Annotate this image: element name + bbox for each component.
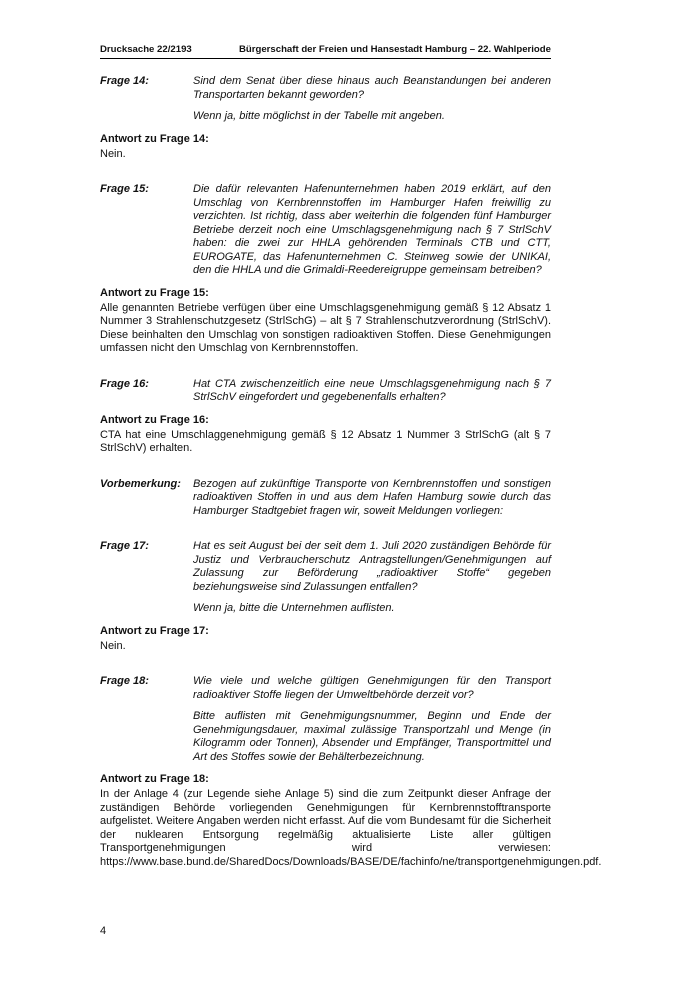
question-label: Frage 15: [100, 183, 149, 195]
answer-heading: Antwort zu Frage 18: [100, 773, 209, 785]
preliminary-remark [100, 478, 551, 519]
question-16 [100, 378, 551, 456]
answer-text: Nein. [100, 147, 126, 160]
question-text: Die dafür relevanten Hafenunternehmen haben 2019 erklärt, auf den Umschlag von Kernbrennstoffen im Hamburger Hafen freiwillig zu verzichten. Ist richtig, dass aber weiterhin die folgenden fünf Hamburger Betriebe derzeit noch eine Umschlagsgenehmigung nach § 7 StrlSchV haben: die zwei zur HHLA gehörenden Terminals CTB und CTT, EUROGATE, das Hafenunternehmen C. Steinweg sowie der UNIKAI, den die HHLA und die Grimaldi-Reedereigruppe gemeinsam betreiben? [193, 183, 551, 276]
remark-label: Vorbemerkung: [100, 477, 181, 490]
answer-heading: Antwort zu Frage 17: [100, 624, 209, 637]
question-18 [100, 675, 602, 869]
answer-heading: Antwort zu Frage 15: [100, 286, 209, 299]
question-label: Frage 18: [100, 675, 149, 687]
answer-text: In der Anlage 4 (zur Legende siehe Anlage 5) sind die zum Zeitpunkt dieser Anfrage der zuständigen Behörde vorliegenden Genehmigungen für Kernbrennstofftransporte aufgelistet. Weitere Angaben werden nicht erfasst. Auf die vom Bundesamt für die Sicherheit der nuklearen Entsorgung regelmäßig aktualisierte Liste aller gültigen Transportgenehmigungen wird verwiesen: https://www.base.bund.de/SharedDocs/Downloads/BASE/DE/fachinfo/ne/transportgenehmigungen.pdf. [100, 788, 602, 868]
answer-heading: Antwort zu Frage 16: [100, 413, 209, 426]
question-text: Wenn ja, bitte möglichst in der Tabelle mit angeben. [193, 110, 445, 122]
question-label: Frage 16: [100, 377, 149, 390]
answer-text: Nein. [100, 639, 126, 652]
page-header [100, 44, 551, 59]
question-text: Hat CTA zwischenzeitlich eine neue Umschlagsgenehmigung nach § 7 StrlSchV eingefordert und gegebenenfalls erhalten? [193, 377, 551, 403]
question-text: Wie viele und welche gültigen Genehmigungen für den Transport radioaktiver Stoffe liegen der Umweltbehörde derzeit vor? [193, 675, 551, 701]
answer-heading: Antwort zu Frage 14: [100, 132, 209, 145]
remark-text: Bezogen auf zukünftige Transporte von Kernbrennstoffen und sonstigen radioaktiven Stoffen in und aus dem Hafen Hamburg sowie durch das Hamburger Stadtgebiet fragen wir, soweit Meldungen vorliegen: [193, 477, 551, 517]
answer-text: Alle genannten Betriebe verfügen über eine Umschlagsgenehmigung gemäß § 12 Absatz 1 Nummer 3 Strahlenschutzgesetz (StrlSchG) – alt § 7 Strahlenschutzverordnung (StrlSchV). Diese beinhalten den Umschlag von sonstigen radioaktiven Stoffen. Diese Genehmigungen umfassen nicht den Umschlag von Kernbrennstoffen. [100, 301, 551, 354]
page-number: 4 [100, 925, 107, 937]
question-text: Sind dem Senat über diese hinaus auch Beanstandungen bei anderen Transportarten bekannt geworden? [193, 75, 551, 101]
question-label: Frage 14: [100, 75, 149, 87]
parliament-title: Bürgerschaft der Freien und Hansestadt Hamburg – 22. Wahlperiode [238, 44, 551, 55]
question-17 [100, 540, 551, 653]
answer-text: CTA hat eine Umschlaggenehmigung gemäß § 12 Absatz 1 Nummer 3 StrlSchG (alt § 7 StrlSchV) erhalten. [100, 428, 551, 454]
document-number: Drucksache 22/2193 [100, 44, 192, 55]
document-page [100, 44, 602, 869]
question-text: Bitte auflisten mit Genehmigungsnummer, Beginn und Ende der Genehmigungsdauer, maximal zulässige Transportzahl und Menge (in Kilogramm oder Tonnen), Absender und Empfänger, Transportmittel und Art des Stoffes sowie der Behälterbezeichnung. [193, 710, 551, 763]
question-text: Hat es seit August bei der seit dem 1. Juli 2020 zuständigen Behörde für Justiz und Verbraucherschutz Antragstellungen/Genehmigungen auf Zulassung zur Beförderung „radioaktiver Stoffe“ gegeben beziehungsweise sind Zulassungen entfallen? [193, 540, 551, 593]
question-15 [100, 183, 551, 356]
question-text: Wenn ja, bitte die Unternehmen auflisten. [193, 602, 395, 614]
question-14 [100, 75, 551, 161]
question-label: Frage 17: [100, 540, 149, 552]
